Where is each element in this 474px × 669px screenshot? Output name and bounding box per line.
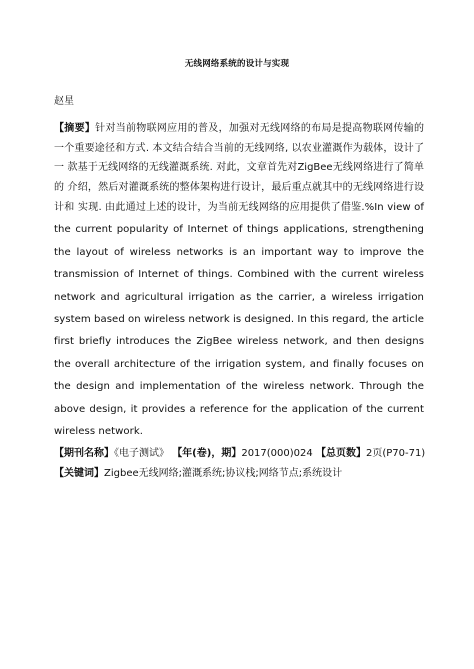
author-name: 赵星 <box>54 96 74 107</box>
pages-label: 【总页数】 <box>315 448 366 459</box>
journal-label: 【期刊名称】 <box>54 448 114 459</box>
abstract-label: 【摘要】 <box>54 123 96 134</box>
metadata-section <box>54 444 426 484</box>
keywords-value: Zigbee无线网络;灌溉系统;协议栈;网络节点;系统设计 <box>104 468 343 479</box>
abstract-text-cn: 针对当前物联网应用的普及，加强对无线网络的布局是提高物联网传输的 一个重要途径和方式. 本文结合结合当前的无线网络, 以农业灌溉作为载体，设计了一 款基于无线网络的无线灌溉系统. 对此，文章首先对ZigBee无线网络进行了简单的 介绍，然后对灌溉系统的整体架构进行设计，最后重点就其中的无线网络进行设计和 实现. 由此通过上述的设计，为当前无线网络的应用提供了借鉴. <box>54 123 425 213</box>
document-title: 无线网络系统的设计与实现 <box>184 59 290 69</box>
year-label: 【年(卷)，期】 <box>172 448 242 459</box>
abstract-section <box>54 119 424 443</box>
year-value: 2017(000)024 <box>241 448 313 459</box>
keywords-label: 【关键词】 <box>54 468 104 479</box>
abstract-text-en: %In view of the current popularity of Internet of things applications, strengthening the layout of wireless networks is an important way to improve the transmission of Internet of things. Combined with the current wireless network and agricultural irrigation as the carrier, a wireless irrigation system based on wireless network is designed. In this regard, the article first briefly introduces the ZigBee wireless network, and then designs the overall architecture of the irrigation system, and finally focuses on the design and implementation of the wireless network. Through the above design, it provides a reference for the application of the current wireless network. <box>54 202 425 438</box>
pages-value: 2页(P70-71) <box>365 448 426 459</box>
journal-value: 《电子测试》 <box>114 448 169 459</box>
